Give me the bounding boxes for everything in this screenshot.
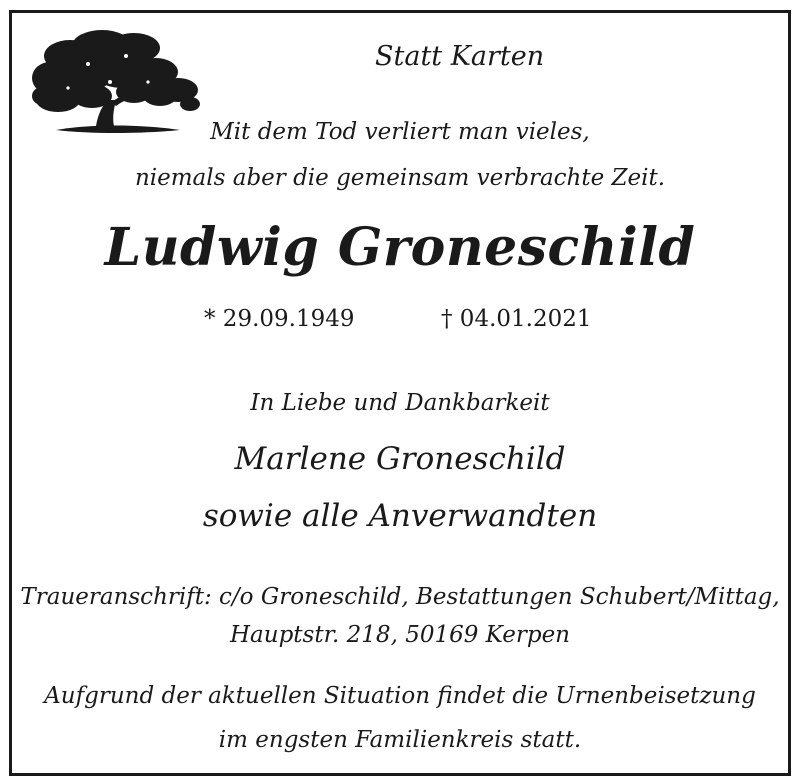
header-statt-karten: Statt Karten (375, 41, 545, 72)
birth-date: * 29.09.1949 (204, 306, 355, 332)
note-line-2: im engsten Familienkreis statt. (218, 727, 582, 753)
address-line-2: Hauptstr. 218, 50169 Kerpen (229, 622, 570, 648)
mourner-relatives: sowie alle Anverwandten (202, 498, 598, 534)
quote-line-2: niemals aber die gemeinsam verbrachte Zeit. (134, 165, 666, 191)
note-line-1: Aufgrund der aktuellen Situation findet die Urnenbeisetzung (44, 683, 756, 709)
mourner-name: Marlene Groneschild (234, 441, 566, 477)
quote-line-1: Mit dem Tod verliert man vieles, (210, 119, 590, 145)
death-date: † 04.01.2021 (441, 306, 592, 332)
deceased-name: Ludwig Groneschild (104, 217, 696, 278)
address-line-1: Traueranschrift: c/o Groneschild, Bestattungen Schubert/Mittag, (20, 584, 780, 610)
dedication-text: In Liebe und Dankbarkeit (250, 390, 550, 416)
